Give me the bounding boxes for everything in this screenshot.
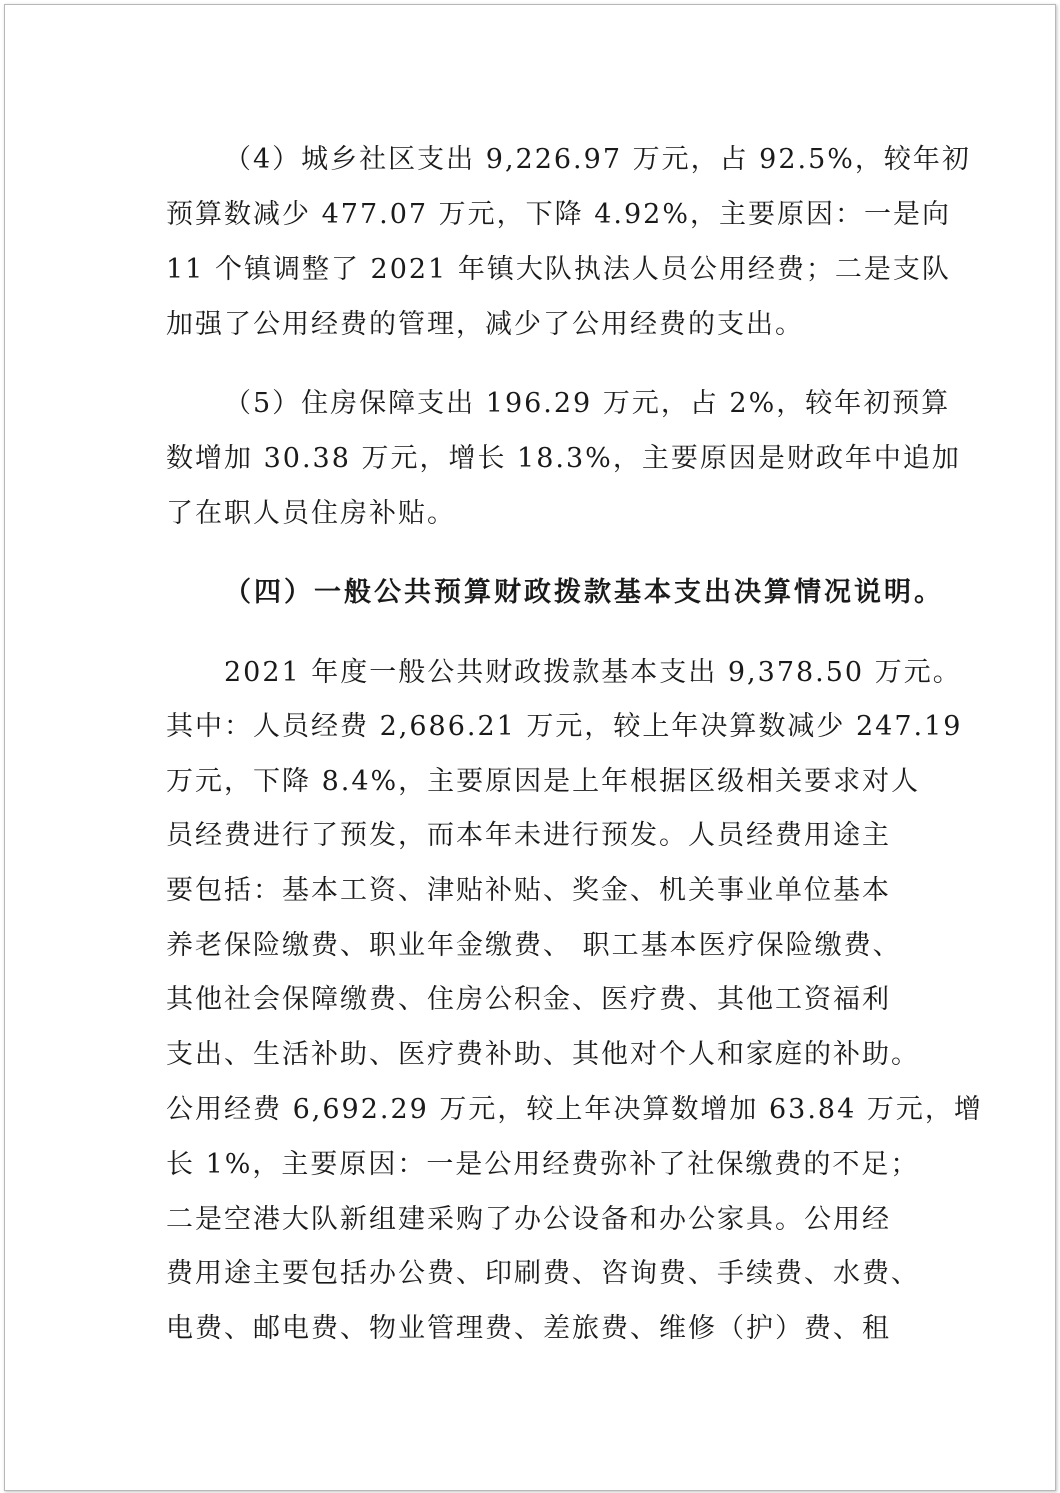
paragraph-basic-line-2: 其中：人员经费 2,686.21 万元，较上年决算数减少 247.19 (166, 711, 963, 742)
paragraph-basic-line-1: 2021 年度一般公共财政拨款基本支出 9,378.50 万元。 (224, 657, 962, 688)
paragraph-basic-line-13: 电费、邮电费、物业管理费、差旅费、维修（护）费、租 (166, 1313, 891, 1344)
paragraph-urban-community-line-4: 加强了公用经费的管理，减少了公用经费的支出。 (166, 309, 804, 340)
section-heading: （四）一般公共预算财政拨款基本支出决算情况说明。 (224, 577, 944, 608)
paragraph-basic-line-5: 要包括：基本工资、津贴补贴、奖金、机关事业单位基本 (166, 875, 891, 906)
paragraph-basic-line-9: 公用经费 6,692.29 万元，较上年决算数增加 63.84 万元，增 (166, 1094, 983, 1125)
paragraph-housing-line-1: （5）住房保障支出 196.29 万元，占 2%，较年初预算 (224, 388, 951, 419)
paragraph-urban-community-line-2: 预算数减少 477.07 万元，下降 4.92%，主要原因：一是向 (166, 199, 951, 230)
paragraph-basic-line-6: 养老保险缴费、职业年金缴费、 职工基本医疗保险缴费、 (166, 930, 902, 961)
paragraph-urban-community-line-3: 11 个镇调整了 2021 年镇大队执法人员公用经费；二是支队 (166, 254, 951, 285)
paragraph-housing-line-3: 了在职人员住房补贴。 (166, 498, 456, 529)
paragraph-basic-line-8: 支出、生活补助、医疗费补助、其他对个人和家庭的补助。 (166, 1039, 920, 1070)
paragraph-basic-line-11: 二是空港大队新组建采购了办公设备和办公家具。公用经 (166, 1204, 891, 1235)
paragraph-urban-community-line-1: （4）城乡社区支出 9,226.97 万元，占 92.5%，较年初 (224, 144, 971, 175)
paragraph-basic-line-3: 万元，下降 8.4%，主要原因是上年根据区级相关要求对人 (166, 766, 921, 797)
paragraph-basic-line-4: 员经费进行了预发，而本年未进行预发。人员经费用途主 (166, 820, 891, 851)
paragraph-basic-line-12: 费用途主要包括办公费、印刷费、咨询费、手续费、水费、 (166, 1258, 920, 1289)
paragraph-basic-line-10: 长 1%，主要原因：一是公用经费弥补了社保缴费的不足； (166, 1149, 920, 1180)
paragraph-basic-line-7: 其他社会保障缴费、住房公积金、医疗费、其他工资福利 (166, 984, 891, 1015)
paragraph-housing-line-2: 数增加 30.38 万元，增长 18.3%，主要原因是财政年中追加 (166, 443, 961, 474)
